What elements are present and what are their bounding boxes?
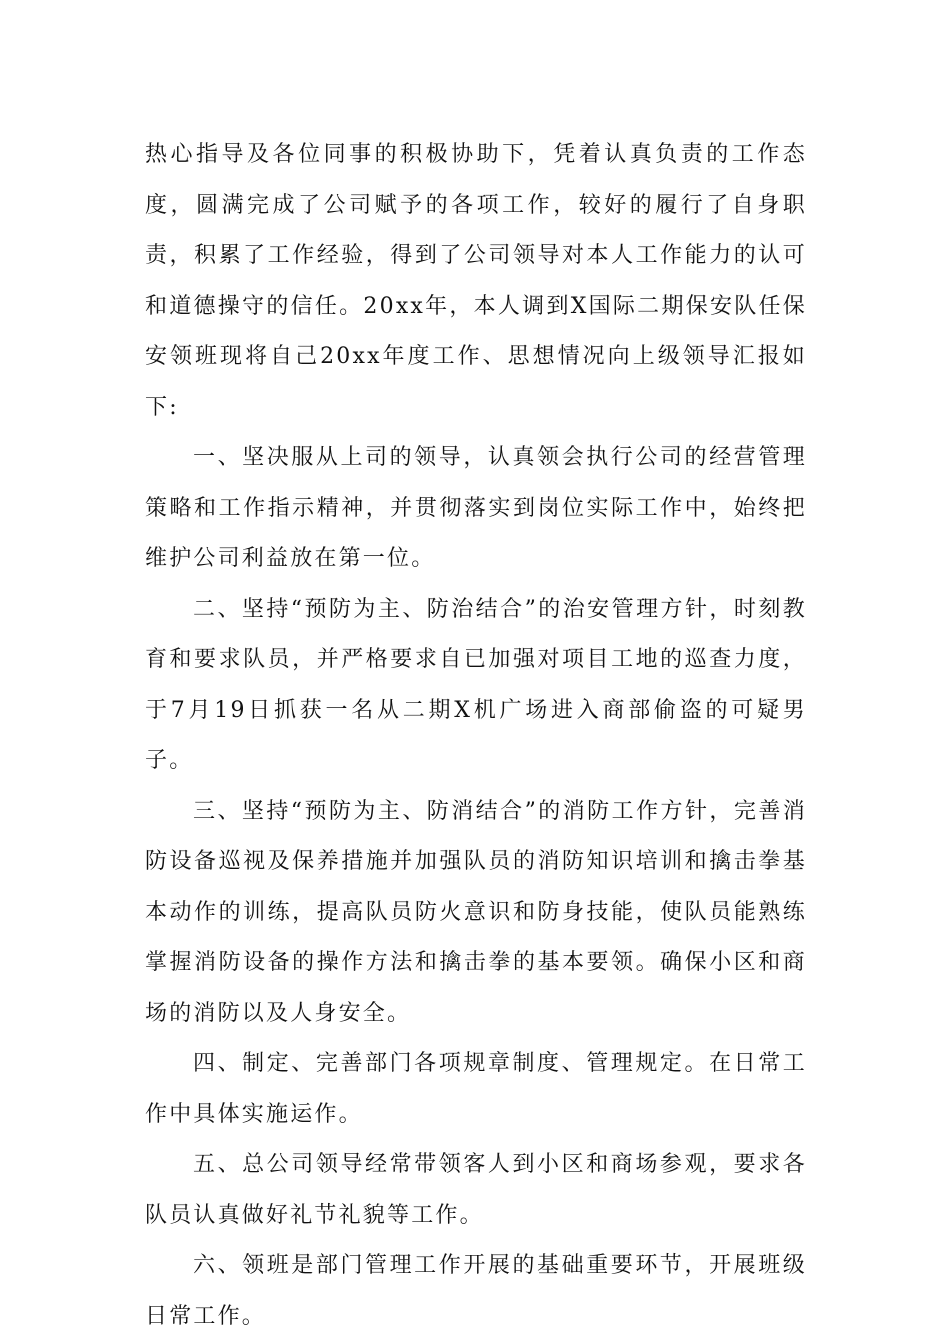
paragraph-intro: 热心指导及各位同事的积极协助下，凭着认真负责的工作态度，圆满完成了公司赋予的各项工作，较好的履行了自身职责，积累了工作经验，得到了公司领导对本人工作能力的认可和道德操守的信任。20xx年，本人调到X国际二期保安队任保安领班现将自己20xx年度工作、思想情况向上级领导汇报如下: bbox=[145, 142, 807, 420]
paragraph-item-3: 三、坚持“预防为主、防消结合”的消防工作方针，完善消防设备巡视及保养措施并加强队员的消防知识培训和擒击拳基本动作的训练，提高队员防火意识和防身技能，使队员能熟练掌握消防设备的操作方法和擒击拳的基本要领。确保小区和商场的消防以及人身安全。 bbox=[145, 798, 807, 1026]
paragraph-item-4: 四、制定、完善部门各项规章制度、管理规定。在日常工作中具体实施运作。 bbox=[145, 1051, 807, 1127]
paragraph-item-2: 二、坚持“预防为主、防治结合”的治安管理方针，时刻教育和要求队员，并严格要求自已加强对项目工地的巡查力度，于7月19日抓获一名从二期X机广场进入商部偷盗的可疑男子。 bbox=[145, 596, 807, 773]
document-body bbox=[145, 130, 807, 1342]
paragraph-item-1: 一、坚决服从上司的领导，认真领会执行公司的经营管理策略和工作指示精神，并贯彻落实到岗位实际工作中，始终把维护公司利益放在第一位。 bbox=[145, 445, 807, 571]
paragraph-item-5: 五、总公司领导经常带领客人到小区和商场参观，要求各队员认真做好礼节礼貌等工作。 bbox=[145, 1152, 807, 1228]
paragraph-item-6: 六、领班是部门管理工作开展的基础重要环节，开展班级日常工作。 bbox=[145, 1253, 807, 1329]
